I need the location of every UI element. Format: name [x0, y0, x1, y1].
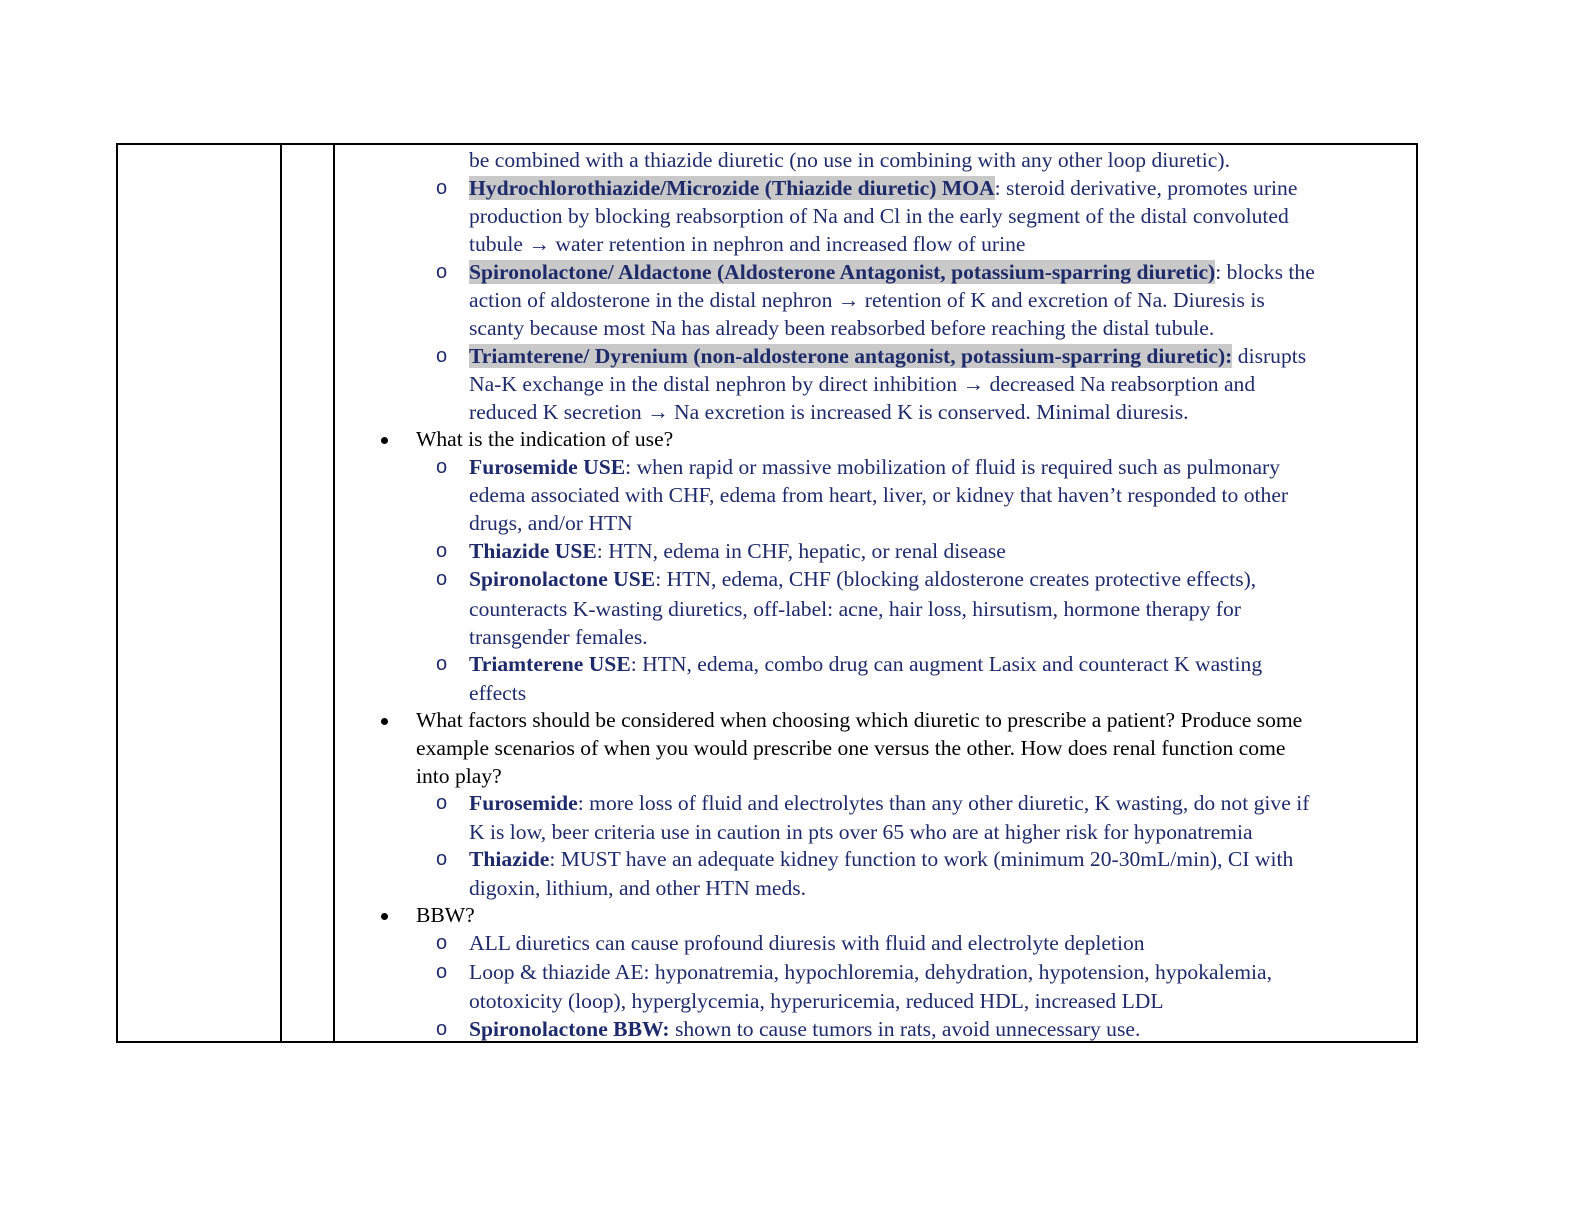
circle-bullet-icon: o: [436, 456, 448, 478]
text-line: action of aldosterone in the distal nephron → retention of K and excretion of Na. Diuresis is: [469, 288, 1265, 312]
list-item: Triamterene USE: HTN, edema, combo drug can augment Lasix and counteract K wasting: [469, 652, 1263, 676]
circle-bullet-icon: o: [436, 177, 448, 199]
circle-bullet-icon: o: [436, 961, 448, 983]
text-line: edema associated with CHF, edema from heart, liver, or kidney that haven’t responded to other: [469, 483, 1289, 507]
question-heading: What factors should be considered when choosing which diuretic to prescribe a patient? Produce some: [416, 708, 1303, 732]
bullet-dot-icon: [381, 437, 388, 444]
circle-bullet-icon: o: [436, 848, 448, 870]
circle-bullet-icon: o: [436, 540, 448, 562]
text-line: drugs, and/or HTN: [469, 511, 633, 535]
circle-bullet-icon: o: [436, 792, 448, 814]
notes-table: [116, 143, 1418, 1043]
list-item: Spironolactone USE: HTN, edema, CHF (blocking aldosterone creates protective effects),: [469, 567, 1257, 591]
bullet-dot-icon: [381, 718, 388, 725]
text-line: reduced K secretion → Na excretion is increased K is conserved. Minimal diuresis.: [469, 400, 1189, 424]
circle-bullet-icon: o: [436, 568, 448, 590]
text-line: transgender females.: [469, 625, 648, 649]
question-heading: What is the indication of use?: [416, 427, 674, 451]
text-line: ototoxicity (loop), hyperglycemia, hyperuricemia, reduced HDL, increased LDL: [469, 989, 1164, 1013]
circle-bullet-icon: o: [436, 261, 448, 283]
circle-bullet-icon: o: [436, 1018, 448, 1040]
circle-bullet-icon: o: [436, 653, 448, 675]
text-line: be combined with a thiazide diuretic (no use in combining with any other loop diuretic).: [469, 148, 1230, 172]
text-line: effects: [469, 681, 527, 705]
list-item: Thiazide: MUST have an adequate kidney function to work (minimum 20-30mL/min), CI with: [469, 847, 1294, 871]
text-line: K is low, beer criteria use in caution in pts over 65 who are at higher risk for hyponatremia: [469, 820, 1253, 844]
text-line: production by blocking reabsorption of Na and Cl in the early segment of the distal convoluted: [469, 204, 1289, 228]
notes-cell: [118, 145, 1416, 1041]
text-line: scanty because most Na has already been reabsorbed before reaching the distal tubule.: [469, 316, 1215, 340]
circle-bullet-icon: o: [436, 932, 448, 954]
text-line: Na-K exchange in the distal nephron by direct inhibition → decreased Na reabsorption and: [469, 372, 1256, 396]
list-item: Loop & thiazide AE: hyponatremia, hypochloremia, dehydration, hypotension, hypokalemia,: [469, 960, 1272, 984]
text-line: into play?: [416, 764, 502, 788]
list-item: Furosemide USE: when rapid or massive mobilization of fluid is required such as pulmonary: [469, 455, 1281, 479]
list-item: ALL diuretics can cause profound diuresis with fluid and electrolyte depletion: [469, 931, 1145, 955]
question-heading: BBW?: [416, 903, 475, 927]
bullet-dot-icon: [381, 913, 388, 920]
text-line: tubule → water retention in nephron and increased flow of urine: [469, 232, 1026, 256]
list-item: Triamterene/ Dyrenium (non-aldosterone antagonist, potassium-sparring diuretic): disrupts: [469, 344, 1307, 368]
list-item: Spironolactone BBW: shown to cause tumors in rats, avoid unnecessary use.: [469, 1017, 1141, 1041]
text-line: digoxin, lithium, and other HTN meds.: [469, 876, 807, 900]
list-item: Hydrochlorothiazide/Microzide (Thiazide diuretic) MOA: steroid derivative, promotes urine: [469, 176, 1298, 200]
text-line: example scenarios of when you would prescribe one versus the other. How does renal function come: [416, 736, 1286, 760]
circle-bullet-icon: o: [436, 345, 448, 367]
list-item: Thiazide USE: HTN, edema in CHF, hepatic, or renal disease: [469, 539, 1006, 563]
text-line: counteracts K-wasting diuretics, off-label: acne, hair loss, hirsutism, hormone therapy for: [469, 597, 1241, 621]
list-item: Spironolactone/ Aldactone (Aldosterone Antagonist, potassium-sparring diuretic): blocks the: [469, 260, 1315, 284]
list-item: Furosemide: more loss of fluid and electrolytes than any other diuretic, K wasting, do not give if: [469, 791, 1310, 815]
